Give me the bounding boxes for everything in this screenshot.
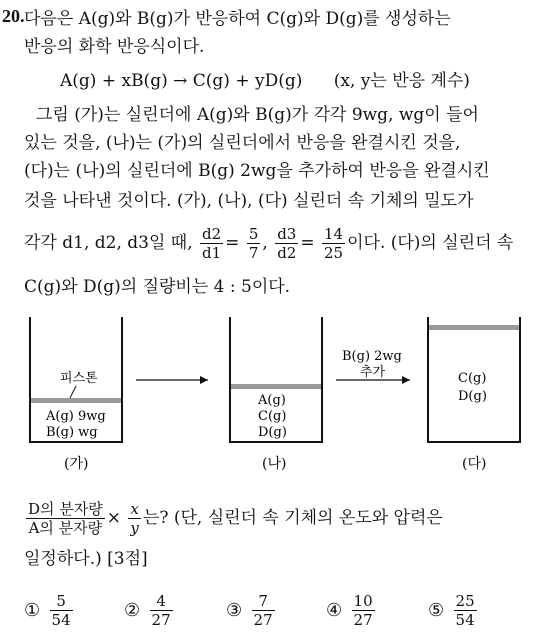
- choice-4-den: 27: [353, 611, 373, 629]
- choice-3[interactable]: [226, 592, 275, 629]
- choice-2-fraction: [150, 592, 173, 629]
- coef-ratio-den: y: [130, 519, 139, 537]
- ratio1-den: d1: [202, 244, 222, 262]
- ratio2-value-num: 14: [324, 225, 344, 243]
- times-sign: ×: [106, 508, 122, 528]
- cyl-b-line-1: A(g): [258, 393, 286, 408]
- choice-4[interactable]: [326, 592, 375, 629]
- cyl-a-caption: (가): [64, 456, 89, 472]
- choice-2[interactable]: [124, 592, 173, 629]
- choice-1-den: 54: [51, 611, 71, 629]
- cyl-c-line-1: C(g): [458, 371, 487, 386]
- cyl-c-line-2: D(g): [458, 389, 487, 404]
- choice-2-mark: ②: [124, 600, 141, 621]
- choice-1[interactable]: [24, 592, 73, 629]
- cylinder-b: [230, 317, 322, 472]
- question-number: 20.: [2, 6, 25, 26]
- ratio1-num: d2: [202, 225, 222, 243]
- question-line-1: [24, 496, 443, 540]
- body-line-5-pre: 각각 d1, d2, d3일 때,: [24, 233, 193, 253]
- choice-1-num: 5: [50, 592, 73, 611]
- piston-label: 피스톤: [60, 371, 98, 386]
- density-ratio-2-value: [322, 225, 345, 262]
- body-line-3: (다)는 (나)의 실린더에 B(g) 2wg을 추가하여 반응을 완결시킨: [24, 161, 490, 181]
- cyl-a-line-2: B(g) wg: [46, 425, 98, 440]
- arrow-2-top-label: B(g) 2wg: [342, 349, 402, 364]
- choice-3-num: 7: [252, 592, 275, 611]
- choice-3-fraction: [252, 592, 275, 629]
- piston-c: [429, 325, 519, 330]
- coefficient-ratio: [128, 500, 140, 537]
- arrow-1: [136, 376, 208, 384]
- ratio1-value-den: 7: [248, 244, 259, 262]
- choice-2-den: 27: [151, 611, 171, 629]
- choice-3-den: 27: [253, 611, 273, 629]
- ratio1-value-num: 5: [248, 225, 259, 243]
- body-line-4: 것을 나타낸 것이다. (가), (나), (다) 실린더 속 기체의 밀도가: [24, 191, 474, 211]
- arrow-2-bottom-label: 추가: [360, 365, 386, 380]
- choice-5-mark: ⑤: [428, 600, 445, 621]
- piston-a: [31, 398, 121, 403]
- cyl-b-line-2: C(g): [258, 409, 287, 424]
- cyl-a-line-1: A(g) 9wg: [46, 409, 106, 424]
- ratio2-num: d3: [277, 225, 297, 243]
- intro-line-1: 다음은 A(g)와 B(g)가 반응하여 C(g)와 D(g)를 생성하는: [24, 9, 451, 29]
- molar-mass-ratio-den: A의 분자량: [28, 519, 103, 537]
- coef-ratio-num: x: [128, 500, 140, 519]
- body-line-5-post: 이다. (다)의 실린더 속: [347, 233, 514, 253]
- question-text: 는? (단, 실린더 속 기체의 온도와 압력은: [142, 508, 443, 528]
- choice-4-fraction: [352, 592, 375, 629]
- body-line-6: C(g)와 D(g)의 질량비는 4 : 5이다.: [24, 277, 291, 297]
- choice-4-num: 10: [353, 592, 373, 610]
- choice-5-den: 54: [455, 611, 475, 629]
- reaction-equation: [60, 70, 470, 92]
- molar-mass-ratio-num: D의 분자량: [28, 500, 103, 518]
- cylinder-figure: [0, 312, 558, 472]
- molar-mass-ratio: [26, 500, 105, 537]
- body-line-5: 각각 d1, d2, d3일 때, $\frac{d2}{d1}$ = $\frac{5}{7}$ , $\frac{d3}{d2}$ = $\frac{14}{25}$ 이다. (다)의 실린더 속: [24, 225, 514, 262]
- equation-note: (x, y는 반응 계수): [333, 71, 470, 91]
- choice-4-mark: ④: [326, 600, 343, 621]
- intro-line-2: 반응의 화학 반응식이다.: [24, 37, 205, 57]
- question-line-2: 일정하다.) [3점]: [24, 549, 148, 569]
- cyl-b-line-3: D(g): [258, 425, 287, 440]
- choice-3-mark: ③: [226, 600, 243, 621]
- choice-5-num: 25: [455, 592, 475, 610]
- body-line-1: 그림 (가)는 실린더에 A(g)와 B(g)가 각각 9wg, wg이 들어: [36, 105, 479, 125]
- density-ratio-1-value: [247, 225, 261, 262]
- piston-b: [231, 384, 321, 389]
- choice-1-fraction: [50, 592, 73, 629]
- choice-2-num: 4: [150, 592, 173, 611]
- density-ratio-1: [200, 225, 223, 262]
- cylinder-a: [30, 317, 122, 472]
- cyl-c-caption: (다): [462, 456, 487, 472]
- equation-text: A(g) + xB(g) → C(g) + yD(g): [60, 71, 303, 91]
- body-line-2: 있는 것을, (나)는 (가)의 실린더에서 반응을 완결시킨 것을,: [24, 133, 461, 153]
- choice-1-mark: ①: [24, 600, 41, 621]
- ratio2-den: d2: [277, 244, 297, 262]
- choice-5[interactable]: [428, 592, 477, 629]
- choice-5-fraction: [454, 592, 477, 629]
- density-ratio-2: [275, 225, 298, 262]
- cyl-b-caption: (나): [262, 456, 287, 472]
- ratio2-value-den: 25: [324, 244, 344, 262]
- arrow-2: [336, 349, 410, 384]
- cylinder-c: [428, 317, 520, 472]
